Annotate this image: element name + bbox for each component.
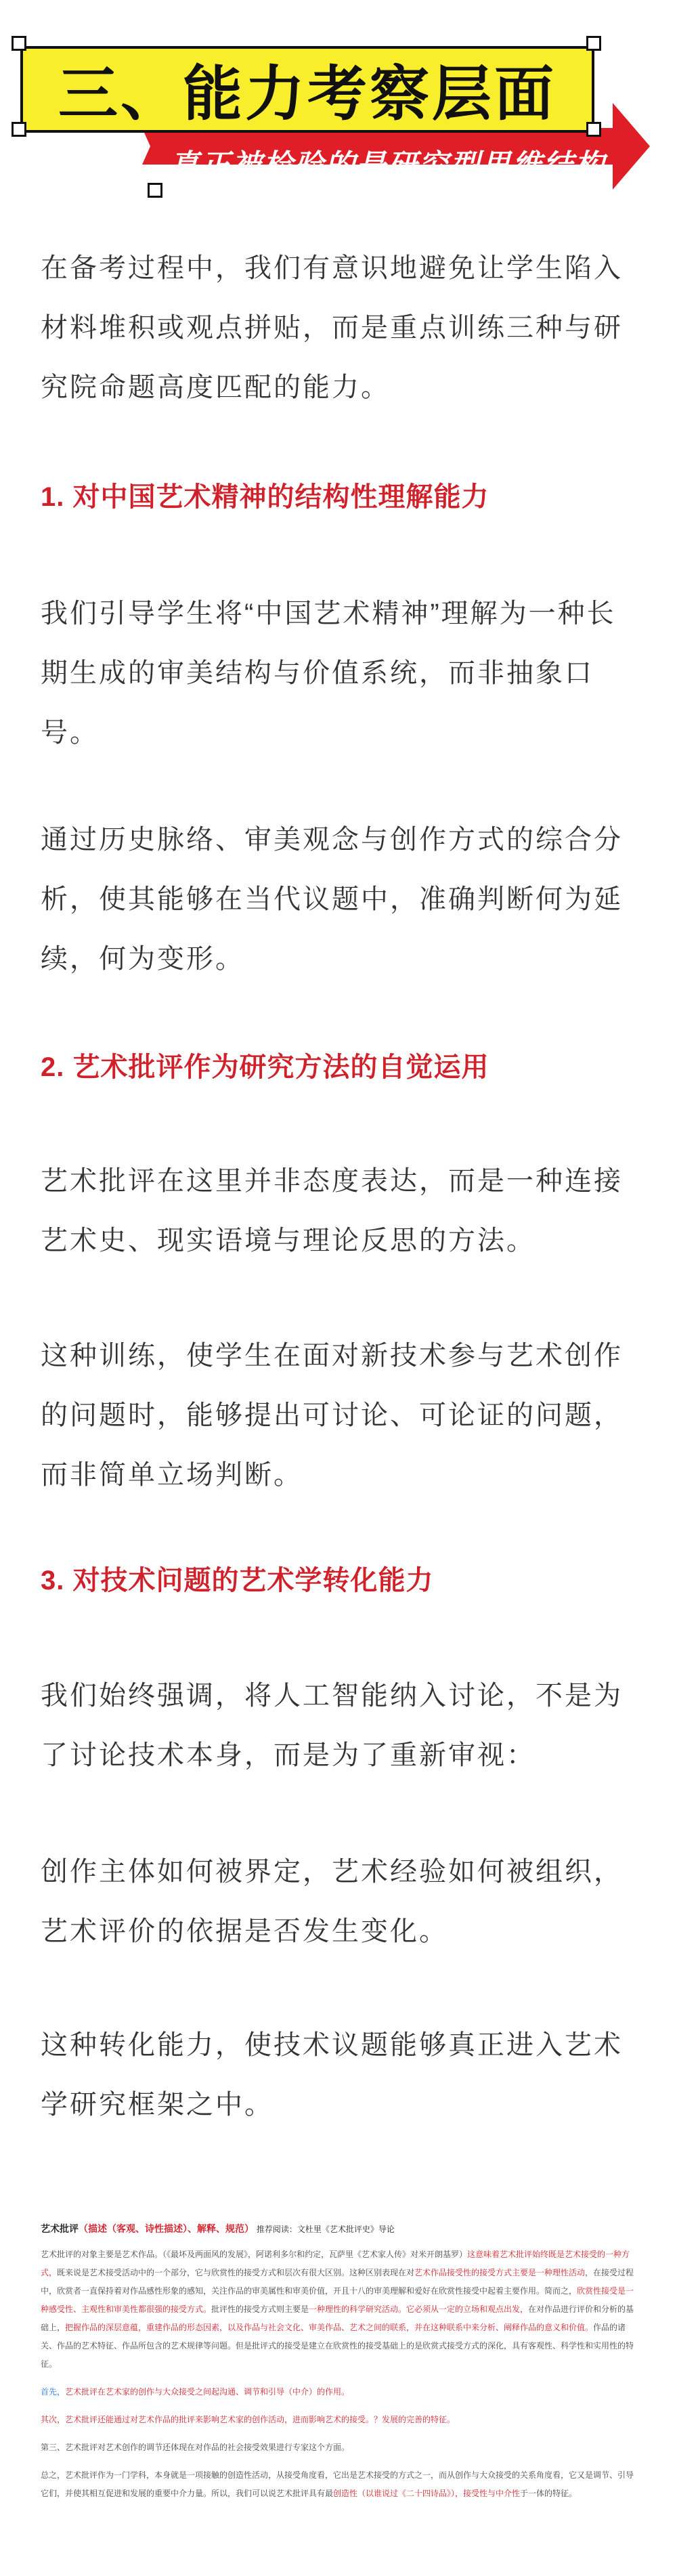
page-subtitle: 真正被检验的是研究型思维结构 bbox=[169, 149, 605, 182]
corner-handle-icon bbox=[12, 36, 26, 51]
section-heading-3: 3. 对技术问题的艺术学转化能力 bbox=[41, 1566, 434, 1595]
doc-text: 于一体的特征。 bbox=[520, 2489, 577, 2498]
doc-title-prefix: 艺术批评 bbox=[41, 2223, 79, 2234]
section-heading-2: 2. 艺术批评作为研究方法的自觉运用 bbox=[41, 1052, 489, 1082]
doc-text-red: 欣赏性接受是一种感受性、主观性和审美性都很强的接受方式。 bbox=[41, 2286, 634, 2314]
doc-text: 第三、艺术批评对艺术创作的调节还体现在对作品的社会接受效果进行专家这个方面。 bbox=[41, 2443, 350, 2452]
doc-text-red: 一种理性的科学研究活动。它必须从一定的立场和观点出发， bbox=[309, 2304, 529, 2314]
doc-text-red: 把握作品的深层意蕴，重建作品的形态因素，以及作品与社会文化、审美作品、艺术之间的联系，并在这种联系中来分析、阐释作品的意义和价值。 bbox=[65, 2323, 594, 2332]
title-box bbox=[20, 46, 594, 133]
doc-text: 在接受过程中，欣赏者一直保持着对作品感性形象的感知，关注作品的审美属性和审美价值，开且十八的审美理解和爱好在欣赏性接受中起着主要作用。简而之， bbox=[41, 2268, 634, 2296]
embedded-document bbox=[41, 2220, 636, 2512]
section-3-paragraph-1: 我们始终强调，将人工智能纳入讨论，不是为了讨论技术本身，而是为了重新审视： bbox=[41, 1681, 623, 1770]
doc-text-red: 这意味着艺术批评始终既是艺术接受的一种方式， bbox=[41, 2250, 630, 2277]
section-3-paragraph-3: 这种转化能力，使技术议题能够真正进入艺术学研究框架之中。 bbox=[41, 2030, 623, 2120]
doc-text: 艺术批评的对象主要是艺术作品。（《最坏及两面风的发展》，阿诺利多尔和约定，瓦萨里《艺术家人传》对米开朗基罗） bbox=[41, 2250, 468, 2259]
doc-paragraph-2 bbox=[41, 2383, 636, 2401]
doc-text-red: 艺术作品接受性的接受方式主要是一种理性活动， bbox=[414, 2268, 594, 2277]
corner-handle-icon bbox=[586, 36, 601, 51]
header-banner bbox=[0, 0, 677, 203]
doc-title-red: （描述（客观、诗性描述）、解释、规范） bbox=[79, 2223, 254, 2234]
doc-text: 在对作品进行评价和分析的基础上， bbox=[41, 2304, 634, 2332]
doc-text: 作品的诸关、作品的艺术特征、作品所包含的艺术规律等问题。但是批评式的接受是建立在欣赏性的接受基础上的是欣赏式接受方式的深化，具有客观性、科学性和实用性的特征。 bbox=[41, 2323, 634, 2369]
doc-reading-note: 推荐阅读：文杜里《艺术批评史》导论 bbox=[256, 2225, 395, 2234]
doc-text-red: 艺术批评在艺术家的创作与大众接受之间起沟通、调节和引导（中介）的作用。 bbox=[65, 2387, 350, 2397]
page-title: 三、能力考察层面 bbox=[58, 60, 556, 127]
doc-text-blue: 首先， bbox=[41, 2387, 66, 2397]
section-1-paragraph-1: 我们引导学生将“中国艺术精神”理解为一种长期生成的审美结构与价值系统，而非抽象口号。 bbox=[41, 599, 616, 748]
doc-paragraph-1 bbox=[41, 2246, 636, 2374]
corner-handle-icon bbox=[12, 122, 26, 137]
doc-title bbox=[41, 2220, 636, 2239]
section-heading-1: 1. 对中国艺术精神的结构性理解能力 bbox=[41, 482, 489, 512]
corner-handle-icon bbox=[586, 122, 601, 137]
section-1-paragraph-2: 通过历史脉络、审美观念与创作方式的综合分析，使其能够在当代议题中，准确判断何为延续，何为变形。 bbox=[41, 825, 623, 974]
doc-text-red: 创造性（以谁说过《二十四诗品》），接受性与中介性 bbox=[333, 2489, 521, 2498]
doc-text: 既来说是艺术接受活动中的一个部分，它与欣赏性的接受方式和层次有很大区别。这种区别表现在对 bbox=[57, 2268, 415, 2277]
doc-text: 批评性的接受方式则主要是 bbox=[211, 2304, 309, 2314]
doc-paragraph-3 bbox=[41, 2411, 636, 2429]
section-2-paragraph-1: 艺术批评在这里并非态度表达，而是一种连接艺术史、现实语境与理论反思的方法。 bbox=[41, 1166, 623, 1255]
intro-paragraph: 在备考过程中，我们有意识地避免让学生陷入材料堆积或观点拼贴，而是重点训练三种与研究院命题高度匹配的能力。 bbox=[41, 253, 623, 402]
doc-text: 总之，艺术批评作为一门学科，本身就是一项接触的创造性活动，从接受角度看，它出是艺术接受的方式之一，而从创作与大众接受的关系角度看，它又是调节、引导它们，并使其相互促进和发展的重要中介力量。所以，我们可以说艺术批评具有最 bbox=[41, 2470, 634, 2498]
section-2-paragraph-2: 这种训练，使学生在面对新技术参与艺术创作的问题时，能够提出可讨论、可论证的问题，而非简单立场判断。 bbox=[41, 1341, 623, 1490]
doc-text-red: 其次，艺术批评还能通过对艺术作品的批评来影响艺术家的创作活动，进而影响艺术的接受。？发展的完善的特征。 bbox=[41, 2415, 456, 2424]
doc-paragraph-4 bbox=[41, 2439, 636, 2457]
section-3-paragraph-2: 创作主体如何被界定，艺术经验如何被组织，艺术评价的依据是否发生变化。 bbox=[41, 1857, 623, 1946]
corner-handle-icon bbox=[148, 183, 162, 198]
doc-paragraph-5 bbox=[41, 2466, 636, 2503]
